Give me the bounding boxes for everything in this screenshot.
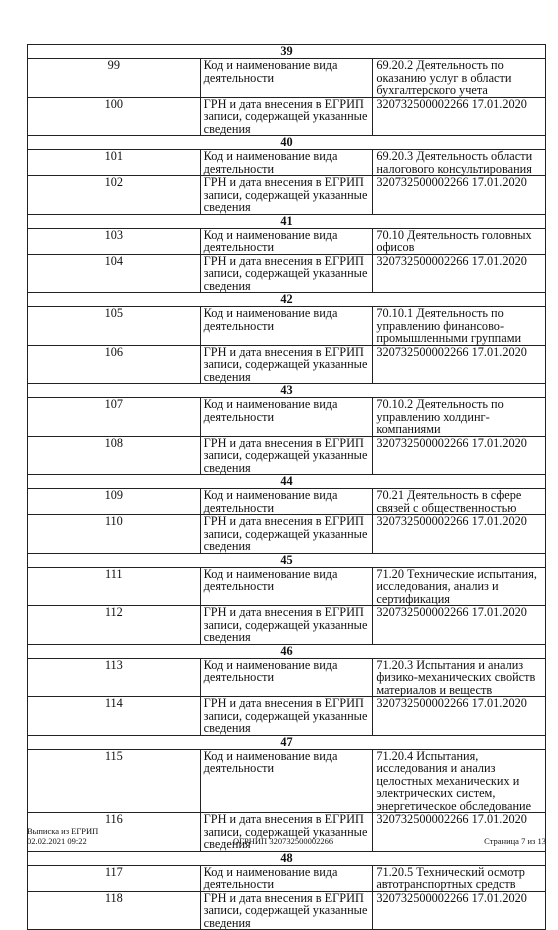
- row-number: 109: [28, 489, 201, 515]
- footer-page-number: Страница 7 из 13: [484, 836, 546, 846]
- row-label: ГРН и дата внесения в ЕГРИП записи, содержащей указанные сведения: [200, 813, 373, 852]
- footer-ogrnip: ОГРНИП 320732500002266: [233, 836, 334, 846]
- table-row: [28, 150, 546, 176]
- table-row: [28, 436, 546, 475]
- row-value: 69.20.2 Деятельность по оказанию услуг в области бухгалтерского учета: [373, 59, 546, 98]
- table-row: [28, 398, 546, 437]
- row-label: ГРН и дата внесения в ЕГРИП записи, содержащей указанные сведения: [200, 345, 373, 384]
- row-number: 105: [28, 307, 201, 346]
- table-row: [28, 606, 546, 645]
- row-value: 70.10 Деятельность головных офисов: [373, 228, 546, 254]
- row-value: 320732500002266 17.01.2020: [373, 345, 546, 384]
- table-row: [28, 59, 546, 98]
- table-row: [28, 697, 546, 736]
- row-number: 108: [28, 436, 201, 475]
- row-value: 320732500002266 17.01.2020: [373, 515, 546, 554]
- row-label: ГРН и дата внесения в ЕГРИП записи, содержащей указанные сведения: [200, 606, 373, 645]
- section-header-row: [28, 475, 546, 489]
- row-number: 111: [28, 567, 201, 606]
- section-number: 43: [28, 384, 546, 398]
- row-label: Код и наименование вида деятельности: [200, 150, 373, 176]
- row-label: ГРН и дата внесения в ЕГРИП записи, содержащей указанные сведения: [200, 515, 373, 554]
- row-label: ГРН и дата внесения в ЕГРИП записи, содержащей указанные сведения: [200, 176, 373, 215]
- footer-left: [27, 826, 98, 846]
- row-value: 320732500002266 17.01.2020: [373, 436, 546, 475]
- table-row: [28, 489, 546, 515]
- table-row: [28, 749, 546, 813]
- section-header-row: [28, 45, 546, 59]
- row-number: 102: [28, 176, 201, 215]
- table-row: [28, 567, 546, 606]
- row-value: 320732500002266 17.01.2020: [373, 606, 546, 645]
- table-row: [28, 307, 546, 346]
- row-value: 320732500002266 17.01.2020: [373, 97, 546, 136]
- row-value: 71.20 Технические испытания, исследования, анализ и сертификация: [373, 567, 546, 606]
- table-row: [28, 176, 546, 215]
- row-label: Код и наименование вида деятельности: [200, 749, 373, 813]
- row-label: Код и наименование вида деятельности: [200, 307, 373, 346]
- row-label: Код и наименование вида деятельности: [200, 658, 373, 697]
- row-label: ГРН и дата внесения в ЕГРИП записи, содержащей указанные сведения: [200, 254, 373, 293]
- section-header-row: [28, 293, 546, 307]
- section-number: 48: [28, 851, 546, 865]
- row-number: 100: [28, 97, 201, 136]
- row-label: Код и наименование вида деятельности: [200, 567, 373, 606]
- row-label: Код и наименование вида деятельности: [200, 228, 373, 254]
- row-number: 116: [28, 813, 201, 852]
- footer-doc-title: Выписка из ЕГРИП: [27, 826, 99, 836]
- row-number: 110: [28, 515, 201, 554]
- section-header-row: [28, 553, 546, 567]
- section-number: 42: [28, 293, 546, 307]
- table-row: [28, 345, 546, 384]
- row-number: 101: [28, 150, 201, 176]
- section-header-row: [28, 851, 546, 865]
- row-label: Код и наименование вида деятельности: [200, 59, 373, 98]
- section-header-row: [28, 384, 546, 398]
- egrip-table: [27, 44, 546, 930]
- row-label: Код и наименование вида деятельности: [200, 489, 373, 515]
- row-value: 71.20.4 Испытания, исследования и анализ целостных механических и электрических систем, энергетическое обследование: [373, 749, 546, 813]
- row-label: ГРН и дата внесения в ЕГРИП записи, содержащей указанные сведения: [200, 97, 373, 136]
- row-number: 104: [28, 254, 201, 293]
- table-row: [28, 891, 546, 930]
- row-value: 71.20.3 Испытания и анализ физико-механических свойств материалов и веществ: [373, 658, 546, 697]
- row-value: 320732500002266 17.01.2020: [373, 697, 546, 736]
- row-value: 320732500002266 17.01.2020: [373, 891, 546, 930]
- row-number: 115: [28, 749, 201, 813]
- row-value: 71.20.5 Технический осмотр автотранспортных средств: [373, 865, 546, 891]
- table-row: [28, 254, 546, 293]
- row-value: 69.20.3 Деятельность области налогового консультирования: [373, 150, 546, 176]
- row-number: 114: [28, 697, 201, 736]
- egrip-table-body: [28, 45, 546, 930]
- table-row: [28, 228, 546, 254]
- row-number: 103: [28, 228, 201, 254]
- footer-doc-datetime: 02.02.2021 09:22: [27, 836, 87, 846]
- row-value: 320732500002266 17.01.2020: [373, 176, 546, 215]
- section-number: 41: [28, 214, 546, 228]
- section-number: 46: [28, 644, 546, 658]
- row-value: 70.10.2 Деятельность по управлению холдинг-компаниями: [373, 398, 546, 437]
- row-number: 113: [28, 658, 201, 697]
- row-label: ГРН и дата внесения в ЕГРИП записи, содержащей указанные сведения: [200, 697, 373, 736]
- row-number: 106: [28, 345, 201, 384]
- row-number: 117: [28, 865, 201, 891]
- section-number: 40: [28, 136, 546, 150]
- table-row: [28, 658, 546, 697]
- section-number: 44: [28, 475, 546, 489]
- row-value: 320732500002266 17.01.2020: [373, 813, 546, 852]
- row-number: 107: [28, 398, 201, 437]
- row-label: ГРН и дата внесения в ЕГРИП записи, содержащей указанные сведения: [200, 891, 373, 930]
- row-label: ГРН и дата внесения в ЕГРИП записи, содержащей указанные сведения: [200, 436, 373, 475]
- row-value: 70.21 Деятельность в сфере связей с общественностью: [373, 489, 546, 515]
- row-value: 70.10.1 Деятельность по управлению финансово-промышленными группами: [373, 307, 546, 346]
- section-header-row: [28, 735, 546, 749]
- row-number: 99: [28, 59, 201, 98]
- table-row: [28, 515, 546, 554]
- section-header-row: [28, 136, 546, 150]
- section-number: 47: [28, 735, 546, 749]
- table-row: [28, 97, 546, 136]
- row-label: Код и наименование вида деятельности: [200, 865, 373, 891]
- row-number: 112: [28, 606, 201, 645]
- section-number: 45: [28, 553, 546, 567]
- section-header-row: [28, 644, 546, 658]
- row-value: 320732500002266 17.01.2020: [373, 254, 546, 293]
- row-number: 118: [28, 891, 201, 930]
- table-row: [28, 865, 546, 891]
- section-number: 39: [28, 45, 546, 59]
- row-label: Код и наименование вида деятельности: [200, 398, 373, 437]
- section-header-row: [28, 214, 546, 228]
